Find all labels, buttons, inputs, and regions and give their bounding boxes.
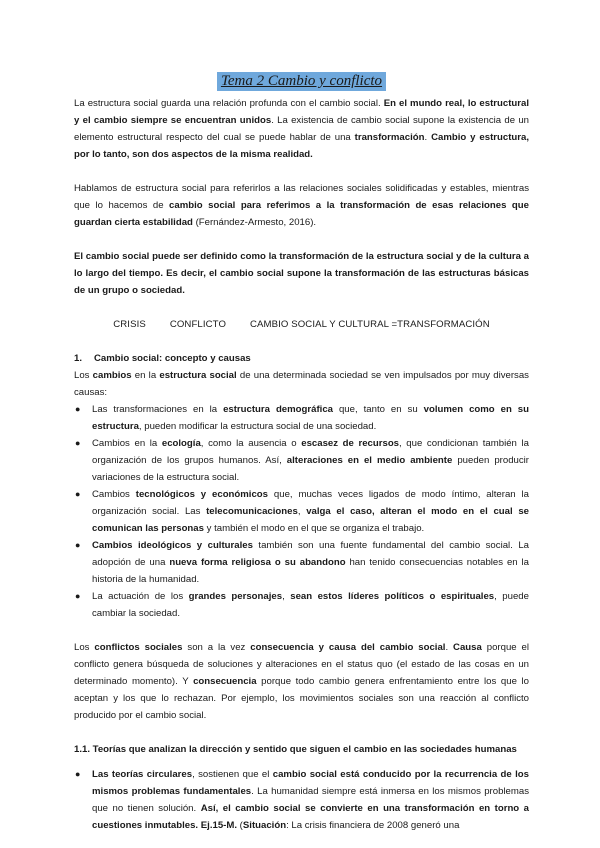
bold-text: Así, el cambio social se convierte en una transformación en torno a cuestiones inmutables. Ej.15-M. (92, 803, 529, 831)
text: . (424, 132, 432, 143)
bold-text: escasez de recursos (301, 438, 400, 449)
causes-list (74, 401, 529, 622)
bold-text: Las teorías circulares (92, 769, 193, 780)
bold-text: Causa (453, 642, 482, 653)
bold-text: sean estos líderes políticos o espirituales (290, 591, 495, 602)
section-heading-text: Cambio social: concepto y causas (94, 353, 251, 364)
text: , como la ausencia o (200, 438, 302, 449)
bold-text: conflictos sociales (94, 642, 183, 653)
list-item (74, 766, 529, 834)
bold-text: valga el caso, alteran el modo en el cual se comunican las personas (92, 506, 529, 534)
bold-text: telecomunicaciones (206, 506, 298, 517)
bullet-icon: ● (75, 404, 81, 414)
list-item (74, 588, 529, 622)
text: , (297, 506, 307, 517)
text: Cambios (92, 489, 136, 500)
text: Hablamos de estructura social para referirlos a las relaciones sociales solidificadas y estables, mientras que lo hacemos de (74, 183, 529, 211)
bold-text: grandes personajes (188, 591, 283, 602)
bold-text: consecuencia (193, 676, 257, 687)
list-item (74, 537, 529, 588)
text: La estructura social guarda una relación profunda con el cambio social. (74, 98, 384, 109)
list-item (74, 486, 529, 537)
bold-text: Cambio y estructura, por lo tanto, son dos aspectos de la misma realidad. (74, 132, 529, 160)
bold-text: nueva forma religiosa o su abandono (169, 557, 346, 568)
text: Los (74, 370, 93, 381)
text: en la (131, 370, 160, 381)
text: que, muchas veces ligados de modo íntimo, alteran la organización social. Las (92, 489, 529, 517)
bold-text: estructura demográfica (223, 404, 333, 415)
theories-list (74, 766, 529, 834)
intro-paragraph (74, 95, 529, 163)
bullet-icon: ● (75, 540, 81, 550)
bold-text: transformación (354, 132, 425, 143)
text: , pueden modificar la estructura social de una sociedad. (138, 421, 377, 432)
text: , (282, 591, 291, 602)
section-1-heading (74, 350, 529, 367)
bullet-icon: ● (75, 438, 81, 448)
bullet-icon: ● (75, 591, 81, 601)
document-page (74, 72, 529, 834)
document-title: Tema 2 Cambio y conflicto (217, 72, 386, 91)
text: . La humanidad siempre está inmersa en los mismos problemas que no tienen solución. (92, 786, 530, 814)
keywords-row (74, 316, 529, 333)
keyword-crisis: CRISIS (113, 319, 146, 330)
text: porque todo cambio genera enfrentamiento entre los que lo aceptan y los que lo rechazan. Por ejemplo, los movimientos sociales son una reacción al conflicto producido por el cambio social. (74, 676, 530, 721)
bold-text: Cambios ideológicos y culturales (92, 540, 253, 551)
keyword-cambio: CAMBIO SOCIAL Y CULTURAL =TRANSFORMACIÓN (250, 319, 490, 330)
bold-text: cambio social para referimos a la transformación de esas relaciones que guardan cierta estabilidad (74, 200, 529, 228)
text: Las transformaciones en la (92, 404, 224, 415)
text: . (445, 642, 454, 653)
bold-text: cambios (92, 370, 132, 381)
text: porque el conflicto genera búsqueda de soluciones y alteraciones en el status quo (el estado de las cosas en un determinado momento). Y (74, 642, 529, 687)
text: y también el modo en el que se organiza el trabajo. (203, 523, 425, 534)
bold-text: estructura social (159, 370, 237, 381)
text: Los (74, 642, 95, 653)
text: , que condicionan también la organización de los grupos humanos. Así, (92, 438, 529, 466)
section-1-1-heading: 1.1. Teorías que analizan la dirección y sentido que siguen el cambio en las sociedades humanas (74, 744, 517, 755)
bold-text: alteraciones en el medio ambiente (286, 455, 453, 466)
bold-text: Situación (242, 820, 287, 831)
list-item (74, 401, 529, 435)
bullet-icon: ● (75, 489, 81, 499)
section-number: 1. (74, 353, 83, 364)
text: , puede cambiar la sociedad. (92, 591, 529, 619)
bold-text: cambio social está conducido por la recurrencia de los mismos problemas fundamentales (92, 769, 529, 797)
conflict-paragraph (74, 639, 529, 724)
bold-text: consecuencia y causa del cambio social (250, 642, 446, 653)
text: son a la vez (182, 642, 251, 653)
list-item (74, 435, 529, 486)
text: han tenido consecuencias notables en la historia de la humanidad. (92, 557, 529, 585)
social-change-definition (74, 248, 529, 299)
text: ( (237, 820, 243, 831)
text: que, tanto en su (333, 404, 424, 415)
bold-text: El cambio social puede ser definido como la transformación de la estructura social y de la cultura a lo largo del tiempo. Es decir, el cambio social supone la transformación de las estructuras básicas de un grupo o sociedad. (74, 251, 529, 296)
text: : La crisis financiera de 2008 generó una (286, 820, 460, 831)
text: , sostienen que el (192, 769, 273, 780)
text: también son una fuente fundamental del cambio social. La adopción de una (92, 540, 529, 568)
bold-text: tecnológicos y económicos (135, 489, 269, 500)
text: (Fernández-Armesto, 2016). (192, 217, 317, 228)
text: Cambios en la (92, 438, 162, 449)
bold-text: En el mundo real, lo estructural y el cambio siempre se encuentran unidos (74, 98, 529, 126)
bullet-icon: ● (75, 769, 81, 779)
bold-text: ecología (161, 438, 201, 449)
keyword-conflicto: CONFLICTO (169, 319, 227, 330)
section-1-intro (74, 367, 529, 401)
text: La actuación de los (92, 591, 189, 602)
text: de una determinada sociedad se ven impulsados por muy diversas causas: (74, 370, 529, 398)
definition-paragraph (74, 180, 529, 231)
text: pueden producir variaciones de la estructura social. (92, 455, 529, 483)
title-block (74, 72, 529, 91)
text: . La existencia de cambio social supone la existencia de un elemento estructural respecto del cual se puede hablar de una (74, 115, 529, 143)
bold-text: volumen como en su estructura (92, 404, 529, 432)
